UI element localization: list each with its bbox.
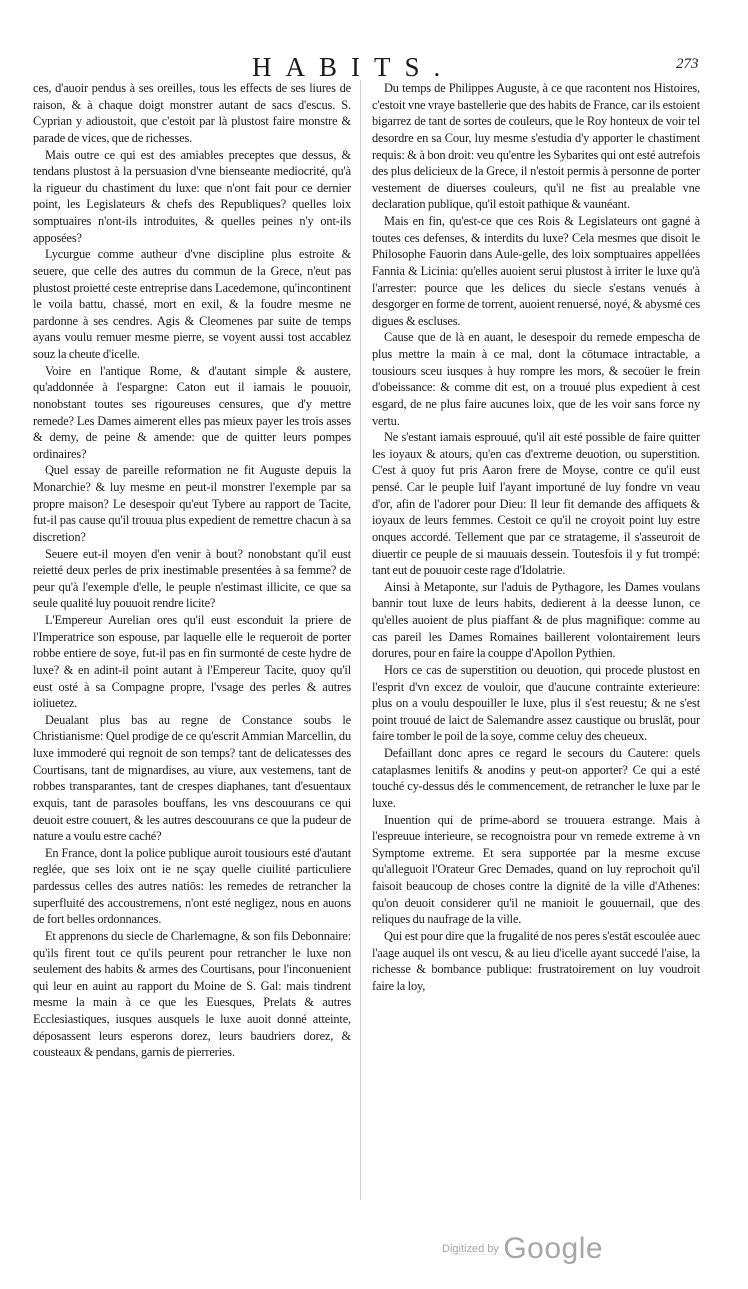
- google-logo: Google: [503, 1232, 604, 1265]
- left-text-column: [33, 80, 351, 1061]
- left-paragraph: En France, dont la police publique auroit tousiours esté d'autant reglée, que ses loix ont ie ne sçay quelle ciuilité particuliere pardessus celles des autres natiōs: les remedes de retrancher la superfluité des accoustremens, n'ont esté negligez, nous en auons de fort belles ordonnances.: [33, 845, 351, 927]
- left-paragraph: Mais outre ce qui est des amiables preceptes que dessus, & tendans plustost à la persuasion d'vne bienseante mediocrité, qu'à la rigueur du chastiment du luxe: que n'ont fait pour ce dernier point, les Legislateurs & chefs des Republiques? quelles loix somptuaires n'ont-ils introduites, & quelles peines n'y ont-ils apposées?: [33, 147, 351, 245]
- running-title: HABITS.: [252, 52, 455, 82]
- left-paragraph: Et apprenons du siecle de Charlemagne, & son fils Debonnaire: qu'ils firent tout ce qu'ils peurent pour retrancher le luxe non seulement des habits & armes des Courtisans, pour l'inconuenient qui leur en auint au rapport du Moine de S. Gal: mais tindrent mesme la main à ce que les Euesques, Prelats & autres Ecclesiastiques, iusques ausquels le luxe auoit donné atteinte, déposassent leurs esperons dorez, leurs baudriers dorez, & cousteaux & pendans, garnis de pierreries.: [33, 928, 351, 1060]
- right-paragraph: Hors ce cas de superstition ou deuotion, qui procede plustost en l'esprit d'vn excez de vouloir, que d'aucune contrainte exterieure: plus on a voulu despouiller le luxe, plus il s'est reuestu; & ne s'est point trouué de laict de Salemandre assez caustique ou bruslāt, pour faire tomber le poil de la soye, comme celuy des cheueux.: [372, 662, 700, 744]
- left-paragraph: Lycurgue comme autheur d'vne discipline plus estroite & seuere, que celle des autres du commun de la Grece, n'eut pas plustost proietté ceste entreprise dans Lacedemone, qu'incontinent le voila battu, chassé, mort en exil, & la foudre mesme ne pardonne à ses cendres. Agis & Cleomenes par suite de temps ayans voulu remuer mesme pierre, se voyent aussi tost accablez souz la cheute d'icelle.: [33, 247, 351, 361]
- left-paragraph: Quel essay de pareille reformation ne fit Auguste depuis la Monarchie? & luy mesme en peut-il monstrer l'exemple par sa propre maison? Le desespoir qu'eut Tybere au rapport de Tacite, fut-il pas cause qu'il trouua plus expedient de remettre chacun à sa discretion?: [33, 463, 351, 544]
- left-paragraph: ces, d'auoir pendus à ses oreilles, tous les effects de ses liures de raison, & à chaque doigt monstrer autant de sacs d'escus. S. Cyprian y adioustoit, que c'estoit par là plustost faire monstre & parade de vices, que de richesses.: [33, 81, 351, 145]
- right-paragraph: Ne s'estant iamais esprouué, qu'il ait esté possible de faire quitter les ioyaux & atours, qu'en cas d'extreme deuotion, ou superstition. C'est à quoy fut pris Aaron frere de Moyse, contre ce qu'il eust pensé. Car le peuple Iuif l'ayant importuné de luy fondre vn veau d'or, afin de l'adorer pour Dieu: Il leur fit demande des affiquets & ioyaux de leurs femmes. Cestoit ce qu'il ne croyoit point luy estre onques accordé. Tellement que par ce stratageme, il s'asseuroit de diuertir ce peuple de si mauuais dessein. Toutesfois il y fut trompé: tant eut de pouuoir ceste rage d'Idolatrie.: [372, 430, 700, 578]
- watermark-prefix: Digitized by: [442, 1243, 499, 1255]
- left-paragraph: Voire en l'antique Rome, & d'autant simple & austere, qu'addonnée à l'espargne: Caton eut il iamais le pouuoir, nonobstant toutes ses rigoureuses censures, que d'y mettre remede? Les Dames aimerent elles pas mieux payer les trois asses & demy, de peine & amende: que de quitter leurs pompes ordinaires?: [33, 363, 351, 461]
- left-paragraph: Deualant plus bas au regne de Constance soubs le Christianisme: Quel prodige de ce qu'escrit Ammian Marcellin, du luxe immoderé qui regnoit de son temps? tant de delicatesses des Courtisans, tant de mignardises, au viure, aux vestemens, tant de robbes transparantes, tant de crespes diaphanes, tant d'esuentaux exquis, tant de parasoles bouffans, les vns descouurans ce qui deuoit estre couuert, & les autres descouurans ce que la pudeur de nature a voulu estre caché?: [33, 712, 351, 844]
- right-paragraph: Mais en fin, qu'est-ce que ces Rois & Legislateurs ont gagné à toutes ces defenses, & interdits du luxe? Cela mesmes que disoit le Philosophe Fauorin dans Aule-gelle, des loix somptuaires appellées Fannia & Licinia: qu'elles auoient serui plustost à irriter le luxe qu'à l'arrester: pource que les delices du siecle s'estans venués à desgorger en forme de torrent, auoient renuersé, noyé, & abysmé ces digues & escluses.: [372, 214, 700, 328]
- column-divider: [360, 80, 361, 1200]
- digitized-watermark: [442, 1232, 603, 1266]
- right-paragraph: Inuention qui de prime-abord se trouuera estrange. Mais à l'espreuue interieure, se recognoistra pour vn remede extreme à vn Symptome extreme. Et sera supportée par la mesme excuse qu'alleguoit l'Orateur Grec Demades, quand on luy reprochoit qu'il faisoit beaucoup de choses contre la dignité de la ville d'Athenes: qu'on deuoit considerer qu'il ne manioit le gouuernail, que des reliques du naufrage de la ville.: [372, 812, 700, 927]
- right-paragraph: Ainsi à Metaponte, sur l'aduis de Pythagore, les Dames voulans bannir tout luxe de leurs habits, dedierent à la deesse Iunon, ce qu'elles auoient de plus piaffant & de plus magnifique: comme au cas pareil les Dames Romaines baillerent volontairement leurs dorures, pour en faire la couppe d'Apollon Pythien.: [372, 579, 700, 661]
- right-text-column: [372, 80, 700, 994]
- left-paragraph: L'Empereur Aurelian ores qu'il eust esconduit la priere de l'Imperatrice son espouse, par laquelle elle le requeroit de porter robbe entiere de soye, fut-il pas en fin surmonté de ceste hydre de luxe? & en adint-il point autant à l'Empereur Tacite, quoy qu'il eust osté à sa Compagne propre, l'vsage des perles & autres ioliuetez.: [33, 613, 351, 711]
- right-paragraph: Defaillant donc apres ce regard le secours du Cautere: quels cataplasmes lenitifs & anodins y peut-on apporter? Ce qui a esté touché cy-dessus dés le commencement, de retrancher le luxe par le luxe.: [372, 746, 700, 810]
- left-paragraph: Seuere eut-il moyen d'en venir à bout? nonobstant qu'il eust reietté deux perles de prix inestimable presentées à sa femme? de peur qu'à l'exemple d'elle, le peuple n'estimast illicite, ce que sa seule qualité luy pouuoit rendre licite?: [33, 546, 351, 611]
- right-paragraph: Du temps de Philippes Auguste, à ce que racontent nos Histoires, c'estoit vne vraye bastellerie que des habits de France, car ils estoient bigarrez de tant de sortes de couleurs, que le Roy honteux de voir tel desordre en sa Cour, luy mesme s'estudia d'y apporter le chastiment requis: & à bon droit: veu qu'entre les Sybarites qui ont esté autrefois des plus delicieux de la Grece, il n'estoit permis à personne de porter vestement de diuerses couleurs, qu'il ne fist au prealable vne declaration publique, qu'il estoit pathique & vaunéant.: [372, 81, 700, 212]
- page-number: 273: [676, 56, 699, 72]
- right-paragraph: Cause que de là en auant, le desespoir du remede empescha de plus mettre la main à ce mal, dont la cōtumace intractable, a tousiours sceu iusques à huy rompre les mors, & secoüer le frein d'obeissance: & comme dit est, on a trouué plus expedient à cest esgard, de ne plus faire aucunes loix, que de les voir sans force ny vertu.: [372, 330, 700, 428]
- right-paragraph: Qui est pour dire que la frugalité de nos peres s'estāt escoulée auec l'aage auquel ils ont vescu, & au lieu d'icelle ayant succedé l'aise, la richesse & bombance publique: frustratoirement on luy voudroit faire la loy,: [372, 928, 700, 993]
